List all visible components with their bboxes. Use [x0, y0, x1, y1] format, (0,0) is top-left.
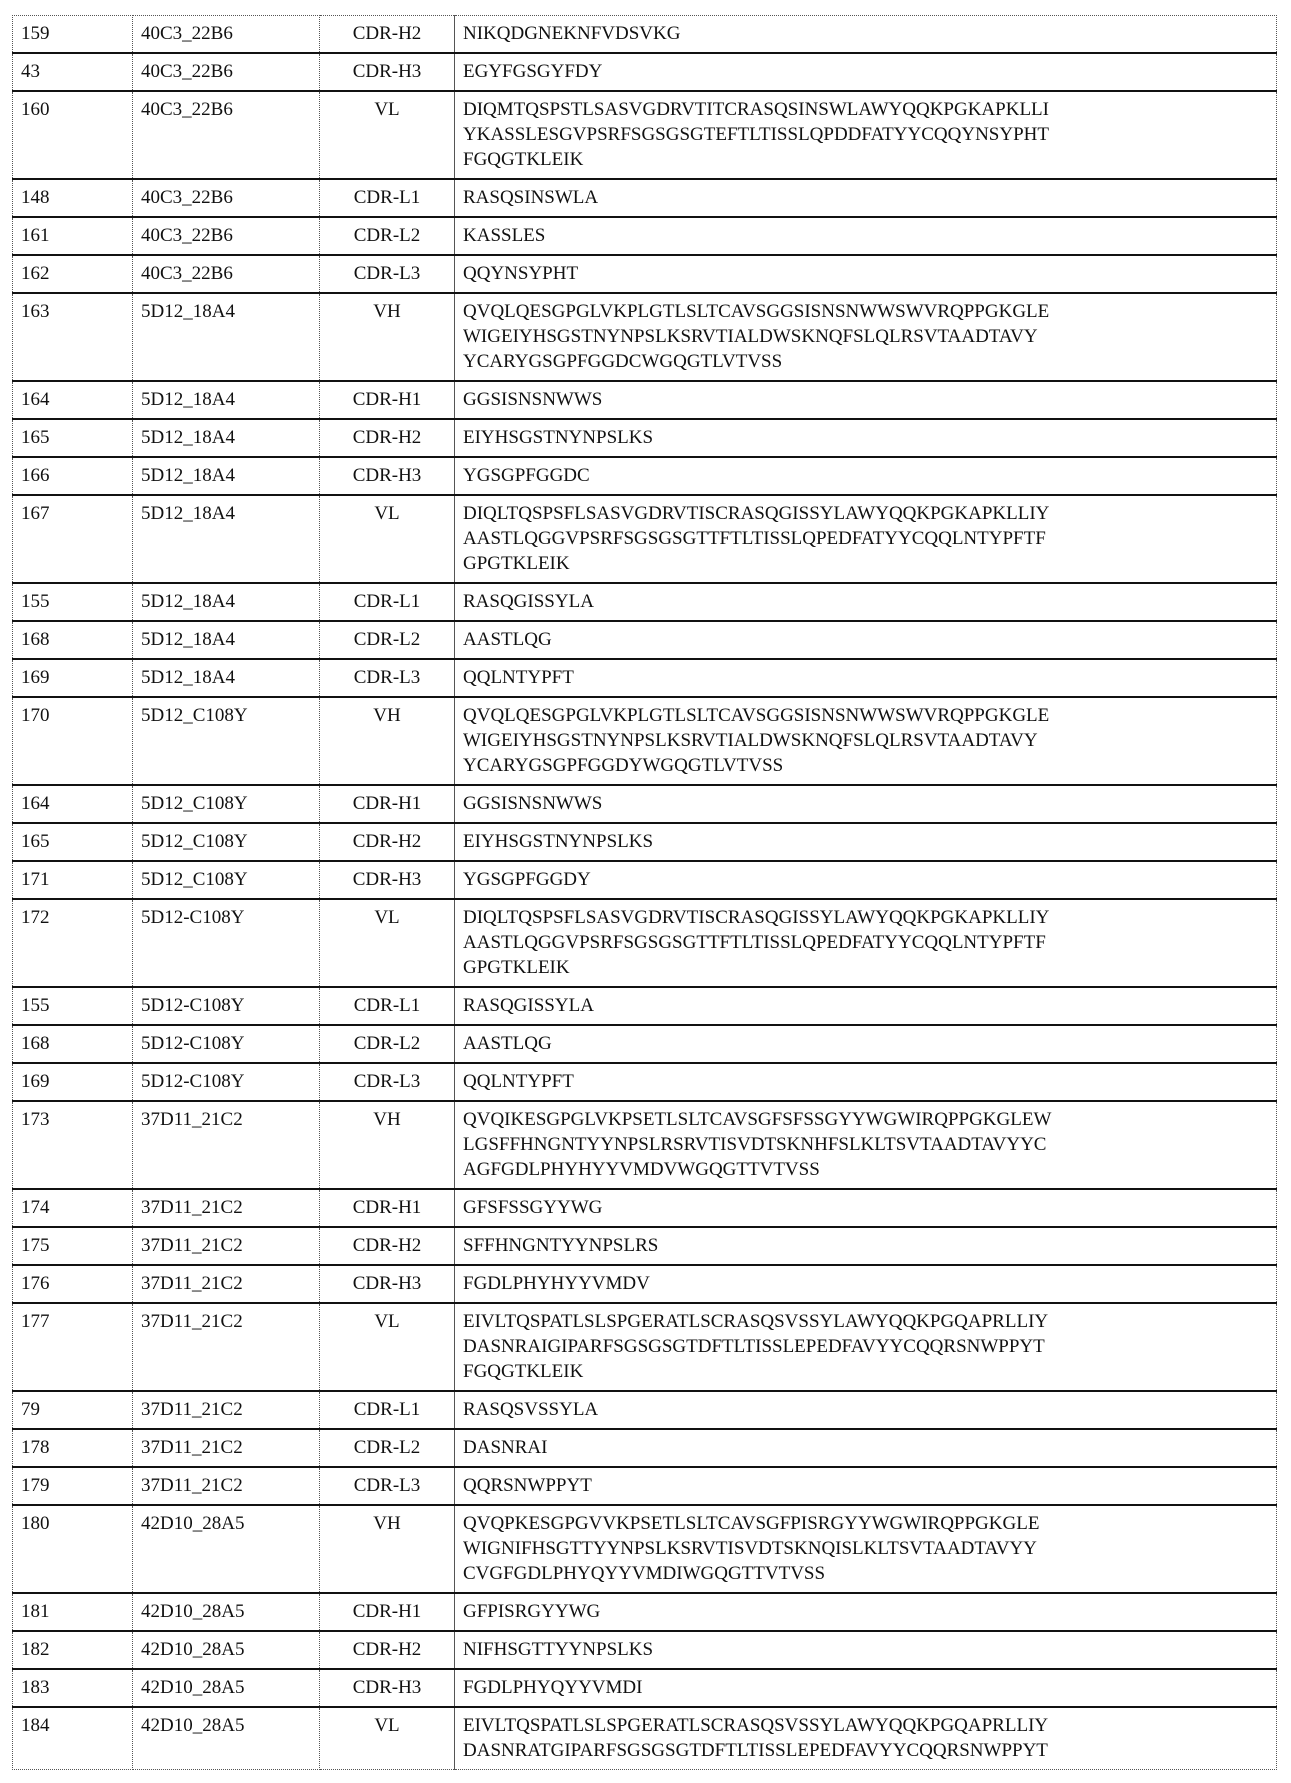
- antibody-name-cell: 5D12-C108Y: [133, 987, 320, 1025]
- table-row: [13, 293, 1277, 381]
- sequence-cell: [455, 457, 1277, 495]
- sequence-line: DASNRATGIPARFSGSGSGTDFTLTISSLEPEDFAVYYCQQRSNWPPYT: [463, 1738, 1268, 1763]
- table-row: [13, 179, 1277, 217]
- seq-id-no-cell: 165: [13, 823, 133, 861]
- antibody-name-cell: 42D10_28A5: [133, 1593, 320, 1631]
- sequence-line: NIFHSGTTYYNPSLKS: [463, 1637, 1268, 1662]
- antibody-name-cell: 37D11_21C2: [133, 1303, 320, 1391]
- antibody-name-cell: 5D12-C108Y: [133, 1063, 320, 1101]
- sequence-line: FGDLPHYQYYVMDI: [463, 1675, 1268, 1700]
- seq-id-no-cell: 162: [13, 255, 133, 293]
- table-row: [13, 1025, 1277, 1063]
- region-cell: CDR-L1: [320, 1391, 455, 1429]
- sequence-cell: [455, 1227, 1277, 1265]
- sequence-line: AASTLQG: [463, 1031, 1268, 1056]
- seq-id-no-cell: 181: [13, 1593, 133, 1631]
- seq-id-no-cell: 169: [13, 1063, 133, 1101]
- region-cell: VH: [320, 293, 455, 381]
- region-cell: VL: [320, 1303, 455, 1391]
- table-row: [13, 621, 1277, 659]
- seq-id-no-cell: 148: [13, 179, 133, 217]
- sequence-line: WIGEIYHSGSTNYNPSLKSRVTIALDWSKNQFSLQLRSVTAADTAVY: [463, 324, 1268, 349]
- seq-id-no-cell: 161: [13, 217, 133, 255]
- region-cell: CDR-L3: [320, 659, 455, 697]
- seq-id-no-cell: 79: [13, 1391, 133, 1429]
- antibody-name-cell: 42D10_28A5: [133, 1505, 320, 1593]
- sequence-line: QVQLQESGPGLVKPLGTLSLTCAVSGGSISNSNWWSWVRQPPGKGLE: [463, 299, 1268, 324]
- sequence-line: YGSGPFGGDY: [463, 867, 1268, 892]
- antibody-name-cell: 5D12_C108Y: [133, 697, 320, 785]
- seq-id-no-cell: 184: [13, 1707, 133, 1770]
- sequence-line: QQRSNWPPYT: [463, 1473, 1268, 1498]
- table-row: [13, 1101, 1277, 1189]
- sequence-line: DIQLTQSPSFLSASVGDRVTISCRASQGISSYLAWYQQKPGKAPKLLIY: [463, 501, 1268, 526]
- seq-id-no-cell: 167: [13, 495, 133, 583]
- sequence-cell: [455, 987, 1277, 1025]
- sequence-cell: [455, 16, 1277, 54]
- sequence-cell: [455, 1631, 1277, 1669]
- sequence-cell: [455, 899, 1277, 987]
- sequence-line: GGSISNSNWWS: [463, 791, 1268, 816]
- seq-id-no-cell: 178: [13, 1429, 133, 1467]
- region-cell: VL: [320, 91, 455, 179]
- sequence-line: EIYHSGSTNYNPSLKS: [463, 829, 1268, 854]
- table-row: [13, 1227, 1277, 1265]
- antibody-name-cell: 40C3_22B6: [133, 179, 320, 217]
- region-cell: VH: [320, 697, 455, 785]
- region-cell: CDR-L2: [320, 217, 455, 255]
- sequence-cell: [455, 381, 1277, 419]
- region-cell: CDR-H1: [320, 1189, 455, 1227]
- sequence-line: LGSFFHNGNTYYNPSLRSRVTISVDTSKNHFSLKLTSVTAADTAVYYC: [463, 1132, 1268, 1157]
- sequence-cell: [455, 861, 1277, 899]
- seq-id-no-cell: 168: [13, 621, 133, 659]
- sequence-line: AASTLQGGVPSRFSGSGSGTTFTLTISSLQPEDFATYYCQQLNTYPFTF: [463, 526, 1268, 551]
- seq-id-no-cell: 164: [13, 381, 133, 419]
- sequence-cell: [455, 255, 1277, 293]
- antibody-name-cell: 40C3_22B6: [133, 91, 320, 179]
- table-row: [13, 1593, 1277, 1631]
- seq-id-no-cell: 180: [13, 1505, 133, 1593]
- sequence-cell: [455, 583, 1277, 621]
- antibody-name-cell: 42D10_28A5: [133, 1669, 320, 1707]
- antibody-name-cell: 37D11_21C2: [133, 1101, 320, 1189]
- table-row: [13, 457, 1277, 495]
- sequence-line: AASTLQGGVPSRFSGSGSGTTFTLTISSLQPEDFATYYCQQLNTYPFTF: [463, 930, 1268, 955]
- antibody-name-cell: 37D11_21C2: [133, 1391, 320, 1429]
- sequence-cell: [455, 53, 1277, 91]
- seq-id-no-cell: 43: [13, 53, 133, 91]
- sequence-cell: [455, 419, 1277, 457]
- sequence-cell: [455, 1303, 1277, 1391]
- sequence-cell: [455, 1391, 1277, 1429]
- sequence-line: CVGFGDLPHYQYYVMDIWGQGTTVTVSS: [463, 1561, 1268, 1586]
- sequence-cell: [455, 217, 1277, 255]
- table-row: [13, 1303, 1277, 1391]
- region-cell: CDR-L1: [320, 987, 455, 1025]
- seq-id-no-cell: 165: [13, 419, 133, 457]
- antibody-name-cell: 40C3_22B6: [133, 53, 320, 91]
- sequence-line: FGQGTKLEIK: [463, 147, 1268, 172]
- antibody-name-cell: 5D12_18A4: [133, 583, 320, 621]
- region-cell: CDR-L3: [320, 1063, 455, 1101]
- sequence-line: AGFGDLPHYHYYVMDVWGQGTTVTVSS: [463, 1157, 1268, 1182]
- sequence-line: RASQGISSYLA: [463, 993, 1268, 1018]
- sequence-cell: [455, 785, 1277, 823]
- sequence-line: EGYFGSGYFDY: [463, 59, 1268, 84]
- sequence-line: GPGTKLEIK: [463, 955, 1268, 980]
- region-cell: CDR-H1: [320, 785, 455, 823]
- table-row: [13, 1063, 1277, 1101]
- table-row: [13, 1505, 1277, 1593]
- antibody-name-cell: 5D12_C108Y: [133, 785, 320, 823]
- region-cell: CDR-L2: [320, 1025, 455, 1063]
- region-cell: CDR-H1: [320, 1593, 455, 1631]
- sequence-line: QQLNTYPFT: [463, 665, 1268, 690]
- sequence-line: QVQLQESGPGLVKPLGTLSLTCAVSGGSISNSNWWSWVRQPPGKGLE: [463, 703, 1268, 728]
- sequence-cell: [455, 179, 1277, 217]
- region-cell: CDR-H2: [320, 1631, 455, 1669]
- sequence-cell: [455, 1669, 1277, 1707]
- antibody-name-cell: 5D12_18A4: [133, 621, 320, 659]
- table-row: [13, 495, 1277, 583]
- seq-id-no-cell: 159: [13, 16, 133, 54]
- seq-id-no-cell: 183: [13, 1669, 133, 1707]
- seq-id-no-cell: 170: [13, 697, 133, 785]
- seq-id-no-cell: 168: [13, 1025, 133, 1063]
- region-cell: CDR-L3: [320, 255, 455, 293]
- table-row: [13, 899, 1277, 987]
- sequence-cell: [455, 1265, 1277, 1303]
- table-row: [13, 217, 1277, 255]
- table-row: [13, 381, 1277, 419]
- sequence-line: FGDLPHYHYYVMDV: [463, 1271, 1268, 1296]
- sequence-line: YGSGPFGGDC: [463, 463, 1268, 488]
- sequence-line: GFSFSSGYYWG: [463, 1195, 1268, 1220]
- sequence-cell: [455, 495, 1277, 583]
- sequence-line: AASTLQG: [463, 627, 1268, 652]
- sequence-cell: [455, 91, 1277, 179]
- region-cell: CDR-H3: [320, 1669, 455, 1707]
- sequence-cell: [455, 1025, 1277, 1063]
- table-row: [13, 1669, 1277, 1707]
- sequence-table: [12, 15, 1277, 1770]
- table-row: [13, 419, 1277, 457]
- antibody-name-cell: 5D12_18A4: [133, 419, 320, 457]
- antibody-name-cell: 5D12_18A4: [133, 381, 320, 419]
- region-cell: CDR-L2: [320, 621, 455, 659]
- seq-id-no-cell: 179: [13, 1467, 133, 1505]
- sequence-line: KASSLES: [463, 223, 1268, 248]
- sequence-cell: [455, 1101, 1277, 1189]
- sequence-cell: [455, 1593, 1277, 1631]
- seq-id-no-cell: 173: [13, 1101, 133, 1189]
- sequence-cell: [455, 659, 1277, 697]
- antibody-name-cell: 5D12-C108Y: [133, 1025, 320, 1063]
- antibody-name-cell: 37D11_21C2: [133, 1429, 320, 1467]
- sequence-line: EIVLTQSPATLSLSPGERATLSCRASQSVSSYLAWYQQKPGQAPRLLIY: [463, 1309, 1268, 1334]
- sequence-line: DASNRAI: [463, 1435, 1268, 1460]
- table-row: [13, 53, 1277, 91]
- table-row: [13, 91, 1277, 179]
- seq-id-no-cell: 160: [13, 91, 133, 179]
- sequence-cell: [455, 1707, 1277, 1770]
- sequence-line: WIGEIYHSGSTNYNPSLKSRVTIALDWSKNQFSLQLRSVTAADTAVY: [463, 728, 1268, 753]
- sequence-line: RASQSVSSYLA: [463, 1397, 1268, 1422]
- region-cell: CDR-L2: [320, 1429, 455, 1467]
- sequence-line: GFPISRGYYWG: [463, 1599, 1268, 1624]
- region-cell: CDR-H2: [320, 1227, 455, 1265]
- seq-id-no-cell: 174: [13, 1189, 133, 1227]
- sequence-line: DIQLTQSPSFLSASVGDRVTISCRASQGISSYLAWYQQKPGKAPKLLIY: [463, 905, 1268, 930]
- seq-id-no-cell: 163: [13, 293, 133, 381]
- seq-id-no-cell: 166: [13, 457, 133, 495]
- seq-id-no-cell: 171: [13, 861, 133, 899]
- seq-id-no-cell: 182: [13, 1631, 133, 1669]
- region-cell: CDR-L1: [320, 583, 455, 621]
- seq-id-no-cell: 155: [13, 583, 133, 621]
- region-cell: VL: [320, 899, 455, 987]
- seq-id-no-cell: 155: [13, 987, 133, 1025]
- sequence-line: QQYNSYPHT: [463, 261, 1268, 286]
- sequence-line: GGSISNSNWWS: [463, 387, 1268, 412]
- sequence-line: FGQGTKLEIK: [463, 1359, 1268, 1384]
- sequence-line: SFFHNGNTYYNPSLRS: [463, 1233, 1268, 1258]
- seq-id-no-cell: 176: [13, 1265, 133, 1303]
- antibody-name-cell: 5D12_C108Y: [133, 861, 320, 899]
- table-row: [13, 583, 1277, 621]
- region-cell: CDR-H3: [320, 457, 455, 495]
- seq-id-no-cell: 169: [13, 659, 133, 697]
- antibody-name-cell: 40C3_22B6: [133, 255, 320, 293]
- table-row: [13, 255, 1277, 293]
- table-row: [13, 1391, 1277, 1429]
- sequence-line: DASNRAIGIPARFSGSGSGTDFTLTISSLEPEDFAVYYCQQRSNWPPYT: [463, 1334, 1268, 1359]
- region-cell: CDR-H3: [320, 861, 455, 899]
- sequence-line: RASQGISSYLA: [463, 589, 1268, 614]
- antibody-name-cell: 5D12_18A4: [133, 495, 320, 583]
- sequence-cell: [455, 823, 1277, 861]
- table-row: [13, 16, 1277, 54]
- sequence-cell: [455, 1505, 1277, 1593]
- sequence-cell: [455, 1467, 1277, 1505]
- region-cell: CDR-L3: [320, 1467, 455, 1505]
- table-row: [13, 785, 1277, 823]
- sequence-line: YCARYGSGPFGGDYWGQGTLVTVSS: [463, 753, 1268, 778]
- table-row: [13, 1429, 1277, 1467]
- sequence-cell: [455, 697, 1277, 785]
- antibody-name-cell: 37D11_21C2: [133, 1189, 320, 1227]
- sequence-line: RASQSINSWLA: [463, 185, 1268, 210]
- table-row: [13, 1707, 1277, 1770]
- region-cell: VL: [320, 495, 455, 583]
- antibody-name-cell: 5D12_18A4: [133, 659, 320, 697]
- antibody-name-cell: 42D10_28A5: [133, 1631, 320, 1669]
- antibody-name-cell: 5D12_C108Y: [133, 823, 320, 861]
- table-row: [13, 823, 1277, 861]
- sequence-line: YCARYGSGPFGGDCWGQGTLVTVSS: [463, 349, 1268, 374]
- antibody-name-cell: 42D10_28A5: [133, 1707, 320, 1770]
- region-cell: CDR-H3: [320, 1265, 455, 1303]
- seq-id-no-cell: 175: [13, 1227, 133, 1265]
- region-cell: CDR-H2: [320, 419, 455, 457]
- region-cell: CDR-H2: [320, 823, 455, 861]
- table-row: [13, 861, 1277, 899]
- sequence-line: WIGNIFHSGTTYYNPSLKSRVTISVDTSKNQISLKLTSVTAADTAVYY: [463, 1536, 1268, 1561]
- seq-id-no-cell: 177: [13, 1303, 133, 1391]
- region-cell: VH: [320, 1101, 455, 1189]
- antibody-name-cell: 40C3_22B6: [133, 16, 320, 54]
- region-cell: CDR-H2: [320, 16, 455, 54]
- table-row: [13, 1265, 1277, 1303]
- sequence-line: QVQPKESGPGVVKPSETLSLTCAVSGFPISRGYYWGWIRQPPGKGLE: [463, 1511, 1268, 1536]
- sequence-cell: [455, 293, 1277, 381]
- sequence-line: QQLNTYPFT: [463, 1069, 1268, 1094]
- sequence-cell: [455, 1189, 1277, 1227]
- antibody-name-cell: 5D12_18A4: [133, 457, 320, 495]
- sequence-cell: [455, 1063, 1277, 1101]
- table-row: [13, 1189, 1277, 1227]
- sequence-line: DIQMTQSPSTLSASVGDRVTITCRASQSINSWLAWYQQKPGKAPKLLI: [463, 97, 1268, 122]
- antibody-name-cell: 40C3_22B6: [133, 217, 320, 255]
- table-row: [13, 1467, 1277, 1505]
- sequence-cell: [455, 1429, 1277, 1467]
- sequence-line: GPGTKLEIK: [463, 551, 1268, 576]
- antibody-name-cell: 37D11_21C2: [133, 1265, 320, 1303]
- table-row: [13, 697, 1277, 785]
- region-cell: CDR-H3: [320, 53, 455, 91]
- table-row: [13, 1631, 1277, 1669]
- sequence-cell: [455, 621, 1277, 659]
- antibody-name-cell: 37D11_21C2: [133, 1467, 320, 1505]
- sequence-line: QVQIKESGPGLVKPSETLSLTCAVSGFSFSSGYYWGWIRQPPGKGLEW: [463, 1107, 1268, 1132]
- antibody-name-cell: 5D12_18A4: [133, 293, 320, 381]
- region-cell: CDR-H1: [320, 381, 455, 419]
- seq-id-no-cell: 164: [13, 785, 133, 823]
- sequence-line: EIYHSGSTNYNPSLKS: [463, 425, 1268, 450]
- region-cell: VL: [320, 1707, 455, 1770]
- sequence-line: YKASSLESGVPSRFSGSGSGTEFTLTISSLQPDDFATYYCQQYNSYPHT: [463, 122, 1268, 147]
- region-cell: VH: [320, 1505, 455, 1593]
- table-row: [13, 659, 1277, 697]
- antibody-name-cell: 37D11_21C2: [133, 1227, 320, 1265]
- seq-id-no-cell: 172: [13, 899, 133, 987]
- antibody-name-cell: 5D12-C108Y: [133, 899, 320, 987]
- sequence-line: EIVLTQSPATLSLSPGERATLSCRASQSVSSYLAWYQQKPGQAPRLLIY: [463, 1713, 1268, 1738]
- table-row: [13, 987, 1277, 1025]
- sequence-line: NIKQDGNEKNFVDSVKG: [463, 21, 1268, 46]
- region-cell: CDR-L1: [320, 179, 455, 217]
